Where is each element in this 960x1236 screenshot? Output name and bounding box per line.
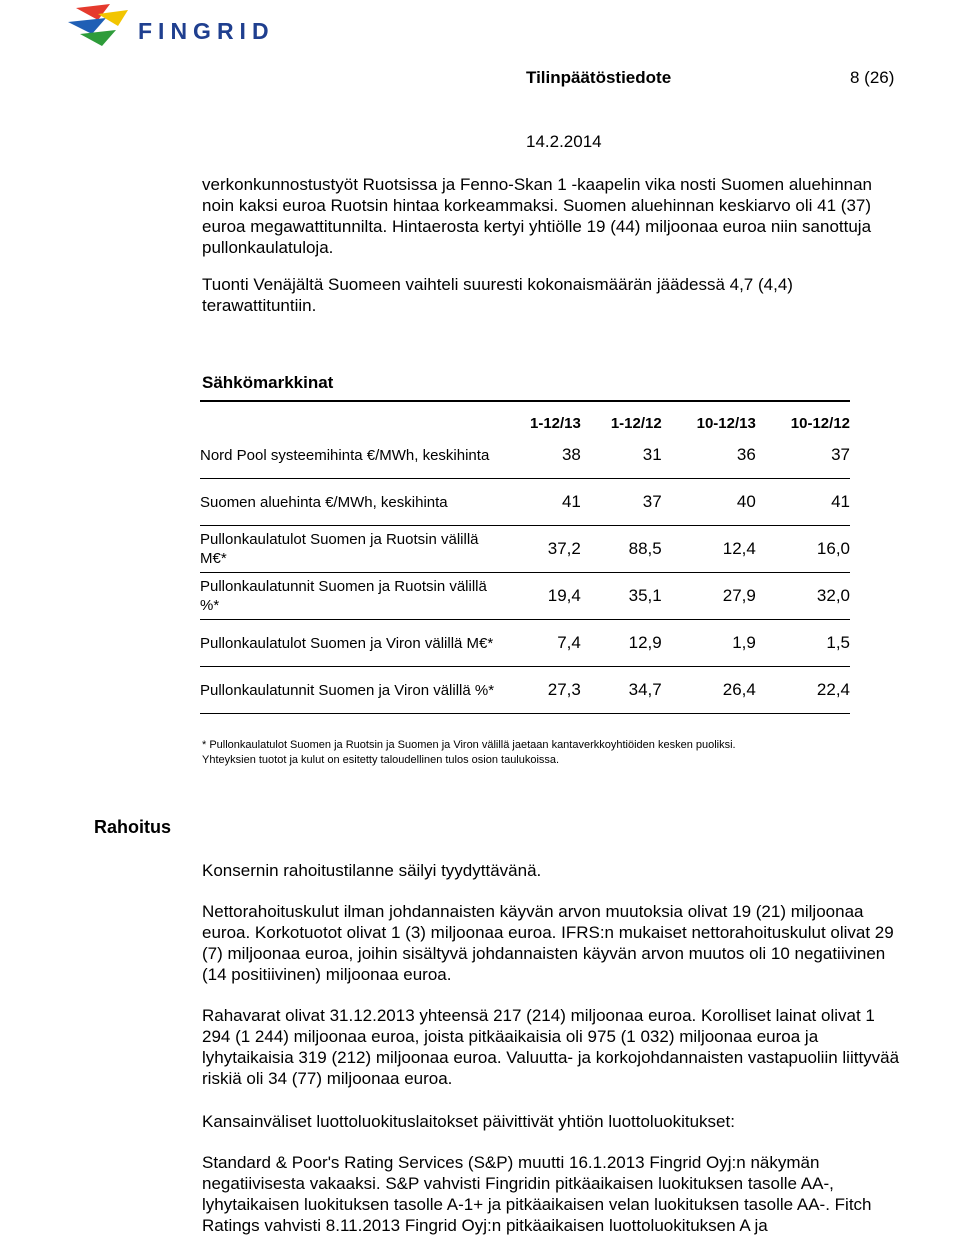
document-title: Tilinpäätöstiedote	[526, 68, 672, 87]
table-cell: 40	[662, 479, 756, 526]
table-cell: 38	[500, 432, 581, 479]
table-cell: 34,7	[581, 667, 662, 714]
table-cell: 1,9	[662, 620, 756, 667]
row-label: Nord Pool systeemihinta €/MWh, keskihinta	[200, 432, 500, 479]
table-cell: 37	[756, 432, 850, 479]
paragraph-ratings: Standard & Poor's Rating Services (S&P) muutti 16.1.2013 Fingrid Oyj:n näkymän negatiivisesta vakaaksi. S&P vahvisti Fingridin pitkäaikaisen luokituksen tasolle AA-, lyhytaikaisen luokituksen tasolle A-1+ ja pitkäaikaisen velan luokituksen tasolle AA-. Fitch Ratings vahvisti 8.11.2013 Fingrid Oyj:n pitkäaikaisen luottoluokituksen A ja	[202, 1153, 872, 1235]
row-label: Pullonkaulatunnit Suomen ja Ruotsin välillä %*	[200, 573, 500, 620]
section-heading-financing: Rahoitus	[94, 817, 172, 837]
paragraph-market-intro: verkonkunnostustyöt Ruotsissa ja Fenno-Skan 1 -kaapelin vika nosti Suomen aluehinnan noin kaksi euroa Ruotsin hintaa korkeammaksi. Suomen aluehinnan keskiarvo oli 41 (37) euroa megawattitunnilta. Hintaerosta kertyi yhtiölle 19 (44) miljoonaa euroa niin sanottuja pullonkaulatuloja.	[202, 175, 873, 257]
row-label: Pullonkaulatulot Suomen ja Viron välillä M€*	[200, 620, 500, 667]
column-header: 10-12/13	[662, 401, 756, 432]
table-cell: 27,3	[500, 667, 581, 714]
table-cell: 35,1	[581, 573, 662, 620]
table-cell: 36	[662, 432, 756, 479]
table-cell: 41	[756, 479, 850, 526]
table-row	[200, 432, 850, 479]
row-label: Suomen aluehinta €/MWh, keskihinta	[200, 479, 500, 526]
row-label: Pullonkaulatunnit Suomen ja Viron välillä %*	[200, 667, 500, 714]
table-cell: 32,0	[756, 573, 850, 620]
table-cell: 12,9	[581, 620, 662, 667]
paragraph-finance-status: Konsernin rahoitustilanne säilyi tyydyttävänä.	[202, 861, 542, 880]
section-heading-electricity-market: Sähkömarkkinat	[202, 373, 334, 392]
paragraph-cash: Rahavarat olivat 31.12.2013 yhteensä 217 (214) miljoonaa euroa. Korolliset lainat olivat 1 294 (1 244) miljoonaa euroa, joista pitkäaikaisia oli 975 (1 032) miljoonaa euroa ja lyhytaikaisia 319 (212) miljoonaa euroa. Valuutta- ja korkojohdannaisten vastapuoliin liittyvää riskiä oli 34 (77) miljoonaa euroa.	[202, 1006, 900, 1088]
table-cell: 37	[581, 479, 662, 526]
column-header: 1-12/12	[581, 401, 662, 432]
table-row	[200, 526, 850, 573]
table-cell: 12,4	[662, 526, 756, 573]
footnote-line: Yhteyksien tuotot ja kulut on esitetty taloudellinen tulos osion taulukoissa.	[202, 754, 560, 766]
table-cell: 41	[500, 479, 581, 526]
page-number: 8 (26)	[850, 68, 895, 87]
table-header-row	[200, 401, 850, 432]
table-cell: 19,4	[500, 573, 581, 620]
table-cell: 37,2	[500, 526, 581, 573]
table-cell: 26,4	[662, 667, 756, 714]
column-header: 10-12/12	[756, 401, 850, 432]
table-cell: 1,5	[756, 620, 850, 667]
logo-mark-icon	[58, 0, 138, 50]
paragraph-russia-import: Tuonti Venäjältä Suomeen vaihteli suuresti kokonaismäärän jäädessä 4,7 (4,4) terawattituntiin.	[202, 275, 793, 315]
row-label: Pullonkaulatulot Suomen ja Ruotsin välillä M€*	[200, 526, 500, 573]
table-row	[200, 667, 850, 714]
document-date: 14.2.2014	[526, 132, 602, 151]
table-row	[200, 620, 850, 667]
table-cell: 88,5	[581, 526, 662, 573]
table-cell: 22,4	[756, 667, 850, 714]
table-row	[200, 573, 850, 620]
table-footnote	[202, 738, 922, 768]
electricity-market-table	[200, 400, 850, 714]
table-cell: 7,4	[500, 620, 581, 667]
paragraph-ratings-intro: Kansainväliset luottoluokituslaitokset päivittivät yhtiön luottoluokitukset:	[202, 1112, 735, 1131]
logo-wordmark: FINGRID	[138, 18, 275, 44]
table-row	[200, 479, 850, 526]
column-header: 1-12/13	[500, 401, 581, 432]
table-cell: 16,0	[756, 526, 850, 573]
table-header-empty	[200, 401, 500, 432]
table-cell: 31	[581, 432, 662, 479]
paragraph-net-financing: Nettorahoituskulut ilman johdannaisten käyvän arvon muutoksia olivat 19 (21) miljoonaa euroa. Korkotuotot olivat 1 (3) miljoonaa euroa. IFRS:n mukaiset nettorahoituskulut olivat 29 (7) miljoonaa euroa, joihin sisältyvä johdannaisten käyvän arvon muutos oli 10 negatiivinen (14 positiivinen) miljoonaa euroa.	[202, 902, 894, 984]
footnote-line: * Pullonkaulatulot Suomen ja Ruotsin ja Suomen ja Viron välillä jaetaan kantaverkkoyhtiöiden kesken puoliksi.	[202, 739, 736, 751]
table-cell: 27,9	[662, 573, 756, 620]
